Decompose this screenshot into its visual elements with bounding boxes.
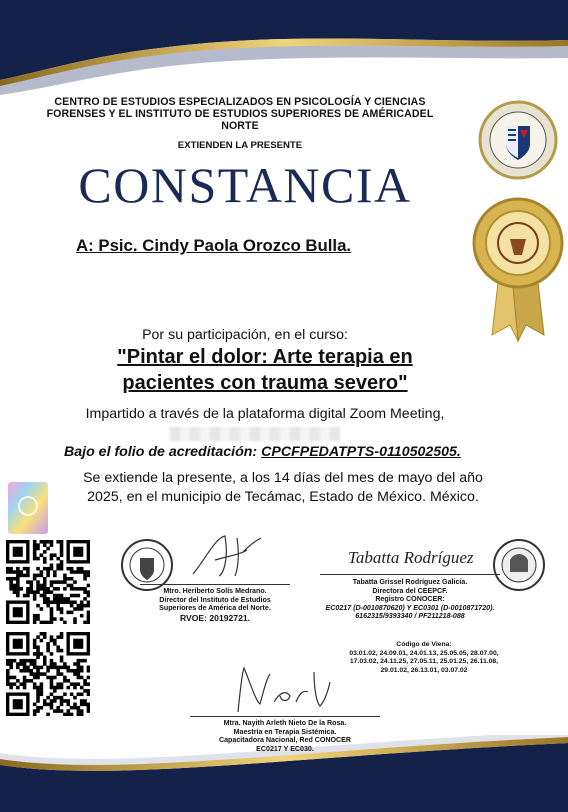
rvoe-number: RVOE: 20192721. [179,612,251,623]
signature-left [185,530,265,582]
signature-right: Tabatta Rodríguez [348,548,474,567]
vienna-code-line-1: 03.01.02, 24.09.01, 24.01.13, 25.05.05, 28.07.00, [349,649,499,657]
issue-statement-line-1: Se extiende la presente, a los 14 días del mes de mayo del año [83,470,483,486]
institution-heading: CENTRO DE ESTUDIOS ESPECIALIZADOS EN PSICOLOGÍA Y CIENCIAS FORENSES Y EL INSTITUTO DE ESTUDIOS SUPERIORES DE AMÉRICADEL NORTE [46,96,434,132]
course-title-line-1: "Pintar el dolor: Arte terapia en [117,346,413,368]
qr-code-icon [6,632,90,716]
course-title [60,344,470,396]
ceepcf-stamp-icon [492,538,546,592]
signatory-left-title-2: Superiores de América del Norte. [159,604,271,613]
participation-text: Por su participación, en el curso: [142,327,348,343]
signatory-bottom-role: Capacitadora Nacional, Red CONOCER [218,736,352,745]
signatory-bottom-name: Mtra. Nayith Arleth Nieto De la Rosa. [223,719,347,727]
conocer-registry-label: Registro CONOCER: [375,595,445,604]
signature-left-block [140,584,290,623]
signatory-bottom-codes: EC0217 Y EC030. [256,744,314,753]
signature-bottom [230,662,350,718]
conocer-registry-codes: EC0217 (D-0010870620) Y EC0301 (D-0010871720). [325,603,495,612]
recipient-name: A: Psic. Cindy Paola Orozco Bulla. [76,236,352,255]
signature-bottom-block [190,716,380,753]
signatory-right-name: Tabatta Grissel Rodríguez Galicia. [352,578,468,586]
signatory-left-title-1: Director del Instituto de Estudios [159,595,271,604]
university-seal-icon [478,100,558,180]
gold-award-medal-icon [470,195,566,345]
vienna-code-line-2: 17.03.02, 24.11.25, 27.05.11, 25.01.25, 26.11.08, [349,658,499,665]
signatory-left-name: Mtro. Heriberto Solís Medrano. [163,587,267,595]
conocer-registry-numbers: 6162315/9393340 / PF211218-088 [355,612,465,621]
course-title-line-2: pacientes con trauma severo" [122,372,408,394]
blurred-region [170,427,340,441]
top-decorative-band [0,0,568,95]
page-title: CONSTANCIA [78,157,412,213]
vienna-code-line-3: 29.01.02, 26.13.01, 03.07.02 [380,666,468,674]
signature-right-block [320,574,500,621]
hologram-sticker-icon [8,482,48,534]
issue-statement-line-2: 2025, en el municipio de Tecámac, Estado de México. México. [87,489,479,505]
platform-text: Impartido a través de la plataforma digital Zoom Meeting, [85,406,445,422]
folio-line [64,444,504,460]
folio-value: CPCFPEDATPTS-0110502505. [261,444,461,460]
extienden-label: EXTIENDEN LA PRESENTE [177,140,303,151]
folio-label: Bajo el folio de acreditación: [64,444,258,460]
vienna-code-label: Código de Viena: [396,641,452,648]
signatory-bottom-degree: Maestría en Terapia Sistémica. [233,727,337,736]
issue-statement [58,469,508,507]
signatory-right-title: Directora del CEEPCF. [372,586,448,595]
qr-code-icon [6,540,90,624]
